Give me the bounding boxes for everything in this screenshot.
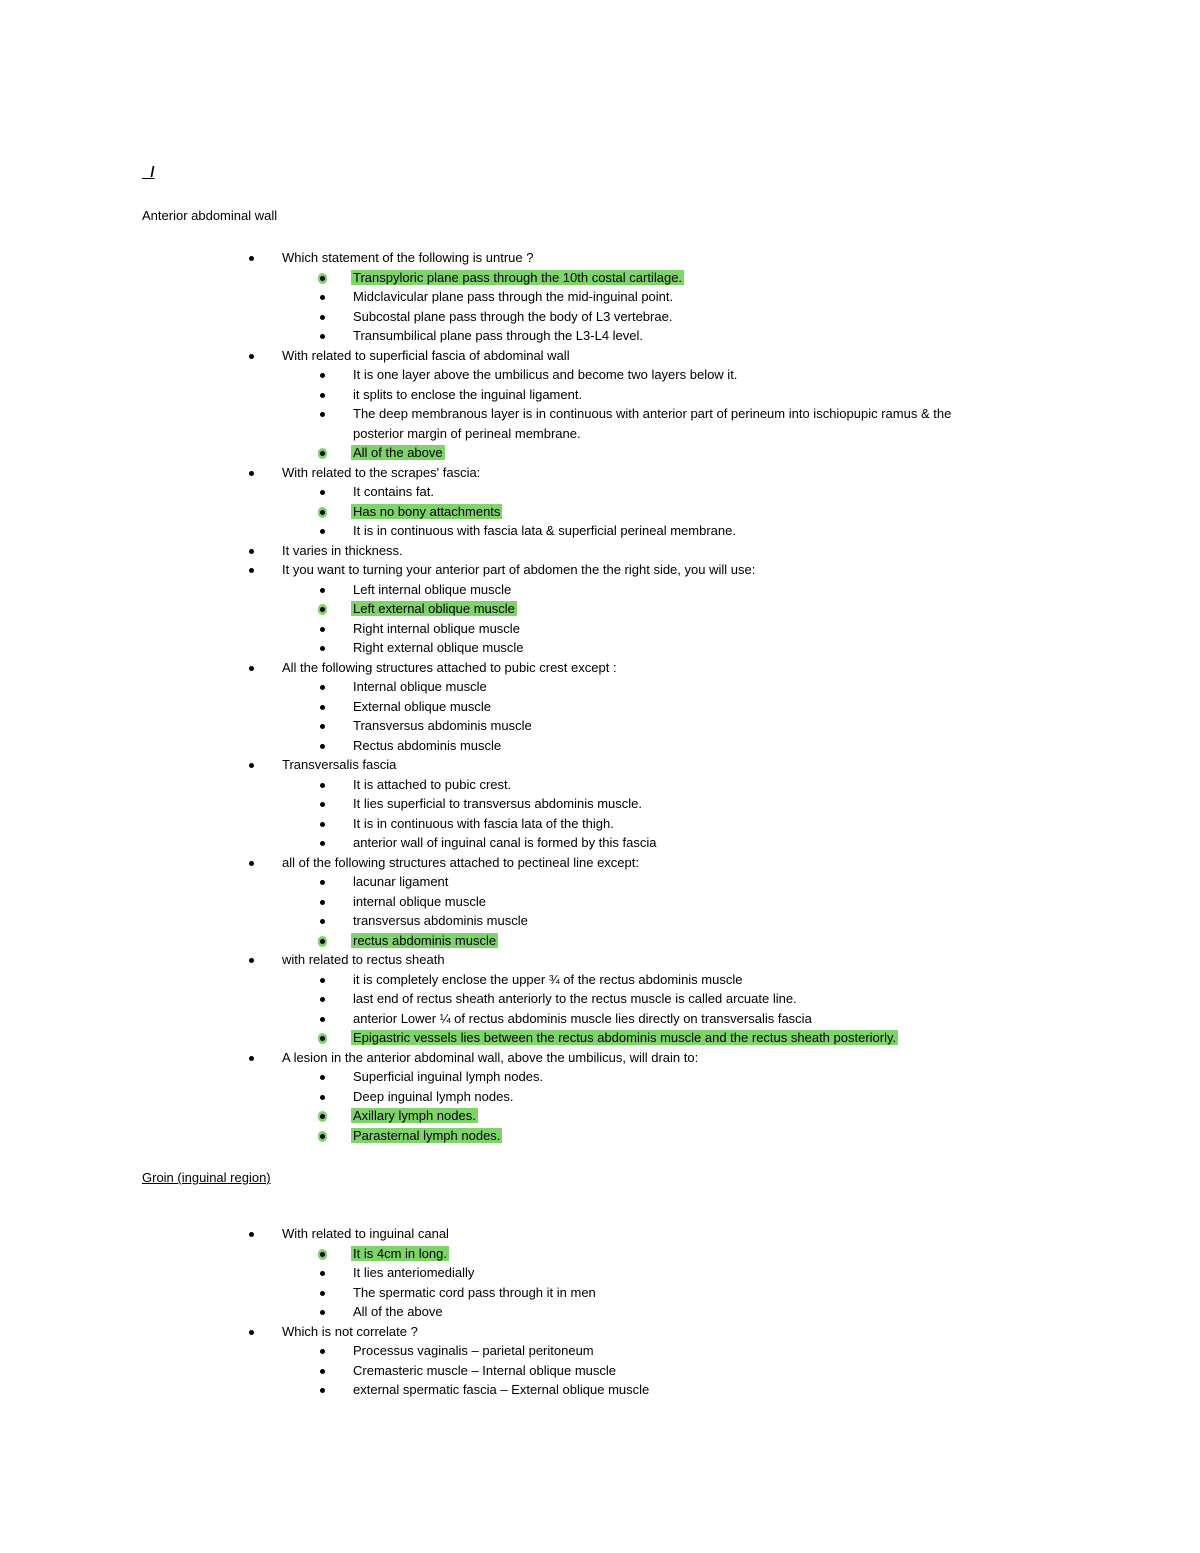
option-bullet [320, 978, 325, 983]
option-text [353, 1363, 616, 1379]
option-bullet [320, 1291, 325, 1296]
option-bullet [320, 393, 325, 398]
option-text [353, 1069, 543, 1085]
option-text [353, 835, 656, 851]
option-text [353, 679, 487, 695]
option-bullet [320, 1252, 325, 1257]
option-label: Superficial inguinal lymph nodes. [353, 1069, 544, 1084]
option-text [353, 1343, 594, 1359]
question-text: A lesion in the anterior abdominal wall, above the umbilicus, will drain to: [282, 1049, 699, 1065]
option-label: internal oblique muscle [353, 893, 486, 909]
option-text [353, 1011, 812, 1027]
option-bullet [320, 1349, 325, 1354]
option-bullet [320, 373, 325, 378]
question-bullet [249, 958, 254, 963]
option-text [353, 777, 511, 793]
option-label: Right external oblique muscle [353, 640, 524, 655]
option-bullet [320, 451, 325, 456]
option-label: Subcostal plane pass through the body of L3 vertebrae. [353, 308, 673, 324]
question-bullet [249, 666, 254, 671]
option-text [353, 1128, 502, 1144]
option-bullet [320, 744, 325, 749]
question-bullet [249, 549, 254, 554]
question-text: It varies in thickness. [282, 542, 403, 558]
option-bullet [320, 997, 325, 1002]
option-text [353, 445, 445, 461]
option-text [353, 1108, 478, 1124]
option-bullet [320, 1095, 325, 1100]
question-bullet [249, 568, 254, 573]
option-label: lacunar ligament [353, 874, 449, 889]
question-text: Which statement of the following is untrue ? [282, 250, 534, 265]
option-label: All of the above [353, 1304, 443, 1319]
option-label: Deep inguinal lymph nodes. [353, 1088, 514, 1104]
question-text: It you want to turning your anterior part of abdomen the the right side, you will use: [282, 562, 756, 577]
highlighted-answer: Axillary lymph nodes. [353, 1108, 476, 1123]
option-label: External oblique muscle [353, 698, 492, 714]
corner-mark: _/ [142, 164, 155, 181]
option-label: Rectus abdominis muscle [353, 737, 502, 753]
option-text [353, 640, 524, 656]
option-label: It is in continuous with fascia lata of the thigh. [353, 815, 614, 831]
option-label: anterior Lower ¼ of rectus abdominis muscle lies directly on transversalis fascia [353, 1010, 812, 1026]
option-label: transversus abdominis muscle [353, 913, 528, 928]
option-text [353, 582, 511, 598]
option-label: The deep membranous layer is in continuous with anterior part of perineum into ischiopupic ramus & the [353, 406, 952, 421]
section-heading: Anterior abdominal wall [142, 208, 278, 223]
option-label: Midclavicular plane pass through the mid-inguinal point. [353, 289, 674, 304]
option-text [353, 328, 643, 344]
option-bullet [320, 510, 325, 515]
option-bullet [320, 1134, 325, 1139]
option-label: Processus vaginalis – parietal peritoneum [353, 1343, 594, 1358]
highlighted-answer: It is 4cm in long. [353, 1245, 447, 1261]
option-bullet [320, 334, 325, 339]
option-label: Cremasteric muscle – Internal oblique muscle [353, 1362, 616, 1378]
option-label: Left internal oblique muscle [353, 581, 512, 597]
option-text [353, 406, 951, 422]
option-label: It is attached to pubic crest. [353, 776, 512, 792]
section-heading: Groin (inguinal region) [142, 1170, 271, 1185]
option-text [353, 874, 448, 890]
question-bullet [249, 763, 254, 768]
option-bullet [320, 1075, 325, 1080]
option-text [353, 484, 434, 500]
option-text [353, 289, 673, 305]
option-text [353, 796, 642, 812]
option-label: anterior wall of inguinal canal is formed by this fascia [353, 835, 657, 850]
option-bullet [320, 841, 325, 846]
question-bullet [249, 1330, 254, 1335]
option-label: Right internal oblique muscle [353, 620, 520, 636]
option-text [353, 699, 491, 715]
option-bullet [320, 607, 325, 612]
option-label: Transumbilical plane pass through the L3-L4 level. [353, 328, 644, 343]
option-label: It is one layer above the umbilicus and become two layers below it. [353, 367, 738, 382]
option-bullet [320, 315, 325, 320]
option-text [353, 270, 684, 286]
option-bullet [320, 1271, 325, 1276]
question-text: all of the following structures attached to pectineal line except: [282, 854, 639, 870]
option-label: Transversus abdominis muscle [353, 718, 532, 733]
option-text [353, 387, 582, 403]
option-label: Internal oblique muscle [353, 679, 487, 694]
question-text: Which is not correlate ? [282, 1323, 418, 1339]
highlighted-answer: Epigastric vessels lies between the rectus abdominis muscle and the rectus sheath posteriorly. [353, 1030, 897, 1045]
option-bullet [320, 627, 325, 632]
option-text [353, 816, 614, 832]
option-bullet [320, 822, 325, 827]
option-bullet [320, 588, 325, 593]
option-label: The spermatic cord pass through it in men [353, 1284, 596, 1300]
option-bullet [320, 1017, 325, 1022]
option-bullet [320, 939, 325, 944]
option-text [353, 601, 517, 617]
option-label: it splits to enclose the inguinal ligament. [353, 386, 583, 402]
question-text: with related to rectus sheath [282, 952, 445, 967]
option-label: last end of rectus sheath anteriorly to the rectus muscle is called arcuate line. [353, 991, 797, 1006]
highlighted-answer: Parasternal lymph nodes. [353, 1127, 501, 1143]
highlighted-answer: All of the above [353, 445, 443, 460]
option-bullet [320, 412, 325, 417]
option-text [353, 972, 742, 988]
option-bullet [320, 1036, 325, 1041]
option-text [353, 523, 736, 539]
option-bullet [320, 802, 325, 807]
option-label: It contains fat. [353, 484, 434, 499]
option-bullet [320, 646, 325, 651]
option-bullet [320, 490, 325, 495]
question-bullet [249, 354, 254, 359]
option-bullet [320, 1310, 325, 1315]
option-bullet [320, 880, 325, 885]
question-bullet [249, 861, 254, 866]
option-bullet [320, 919, 325, 924]
question-bullet [249, 1232, 254, 1237]
option-bullet [320, 276, 325, 281]
question-bullet [249, 256, 254, 261]
option-text [353, 367, 737, 383]
option-bullet [320, 1114, 325, 1119]
question-bullet [249, 1056, 254, 1061]
option-bullet [320, 900, 325, 905]
option-bullet [320, 705, 325, 710]
option-label: It is in continuous with fascia lata & superficial perineal membrane. [353, 523, 736, 538]
option-bullet [320, 529, 325, 534]
option-bullet [320, 783, 325, 788]
option-text [353, 1285, 596, 1301]
option-text [353, 933, 498, 949]
highlighted-answer: rectus abdominis muscle [353, 932, 497, 948]
option-label: It lies superficial to transversus abdominis muscle. [353, 796, 643, 811]
highlighted-answer: Has no bony attachments [353, 503, 501, 519]
question-text: With related to superficial fascia of abdominal wall [282, 347, 570, 363]
option-text [353, 1246, 449, 1262]
option-bullet [320, 685, 325, 690]
option-bullet [320, 295, 325, 300]
option-text [353, 913, 528, 929]
highlighted-answer: Transpyloric plane pass through the 10th costal cartilage. [353, 269, 683, 285]
option-label: external spermatic fascia – External oblique muscle [353, 1382, 650, 1397]
option-text [353, 309, 672, 325]
option-text [353, 1304, 443, 1320]
option-bullet [320, 724, 325, 729]
option-text [353, 504, 502, 520]
question-text: Transversalis fascia [282, 757, 397, 772]
question-text: All the following structures attached to pubic crest except : [282, 659, 617, 675]
option-bullet [320, 1369, 325, 1374]
question-text: With related to inguinal canal [282, 1226, 449, 1241]
option-text [353, 738, 501, 754]
option-text [353, 1382, 649, 1398]
option-text [353, 1265, 474, 1281]
question-text: With related to the scrapes' fascia: [282, 464, 481, 480]
highlighted-answer: Left external oblique muscle [353, 601, 515, 616]
option-text [353, 621, 520, 637]
option-text-continued: posterior margin of perineal membrane. [353, 425, 581, 441]
option-text [353, 991, 797, 1007]
option-bullet [320, 1388, 325, 1393]
option-text [353, 718, 532, 734]
option-text [353, 1089, 513, 1105]
option-text [353, 894, 486, 910]
option-label: it is completely enclose the upper ¾ of the rectus abdominis muscle [353, 971, 743, 987]
option-label: It lies anteriomedially [353, 1265, 475, 1280]
option-text [353, 1030, 898, 1046]
question-bullet [249, 471, 254, 476]
